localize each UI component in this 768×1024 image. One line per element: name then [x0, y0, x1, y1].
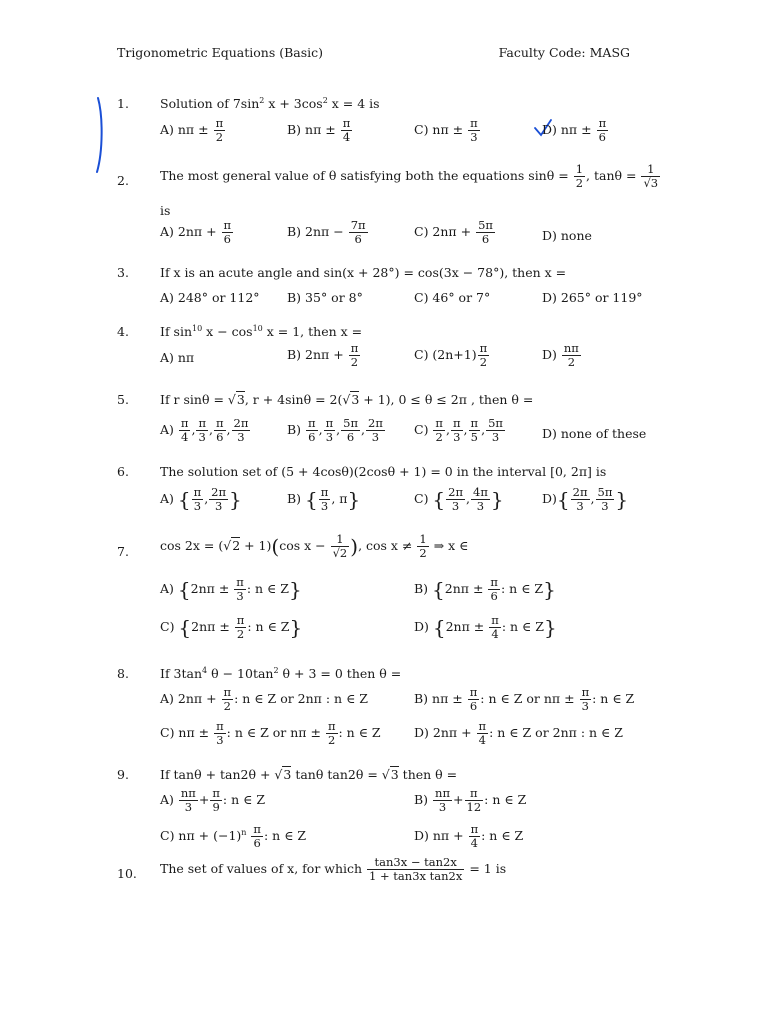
- q9-option-b[interactable]: B) $\frac{n\pi}{3}$ + $\frac{\pi}{12}$ : n ∈ Z: [414, 786, 527, 814]
- question-text: The solution set of (5 + 4cosθ)(2cosθ + 1) = 0 in the interval [0, 2π] is: [160, 464, 607, 479]
- q1-option-d[interactable]: D) nπ ± $\frac{\pi}{6}$: [542, 116, 607, 144]
- question-text: cos 2x = (√2 + 1)(cos x − $\frac{1}{√2}$ ), cos x ≠ $\frac{1}{2}$ ⇒ x ∈: [160, 532, 469, 560]
- q6-option-a[interactable]: A) { $\frac{\pi}{3}$ , $\frac{2\pi}{3}$ }: [160, 485, 242, 513]
- q5-option-d[interactable]: D) none of these: [542, 426, 647, 441]
- q7-option-c[interactable]: C) {2nπ ± $\frac{\pi}{2}$ : n ∈ Z}: [160, 613, 303, 641]
- question-number: 2.: [117, 173, 129, 188]
- question-number: 10.: [117, 866, 137, 881]
- question-number: 3.: [117, 265, 129, 280]
- q9-option-d[interactable]: D) nπ + $\frac{\pi}{4}$ : n ∈ Z: [414, 822, 524, 850]
- worksheet-title: Trigonometric Equations (Basic): [117, 45, 324, 60]
- question-number: 6.: [117, 464, 129, 479]
- question-text: If $3\tan^4$ $\theta - 10\tan^2$ θ + 3 = 0 then θ =: [160, 665, 402, 681]
- q5-option-a[interactable]: A) $\frac{\pi}{4}$ , $\frac{\pi}{3}$ , $\frac{\pi}{6}$ , $\frac{2\pi}{3}$: [160, 416, 249, 444]
- question-text: If $\sin^{10} x - \cos^{10} x = 1$, then x =: [160, 323, 363, 339]
- q4-option-b[interactable]: B) 2nπ + $\frac{\pi}{2}$: [287, 341, 359, 369]
- q9-option-a[interactable]: A) $\frac{n\pi}{3}$ + $\frac{\pi}{9}$ : n ∈ Z: [160, 786, 266, 814]
- question-text: If x is an acute angle and sin(x + 28°) = cos(3x − 78°), then x =: [160, 265, 567, 280]
- question-number: 7.: [117, 544, 129, 559]
- q8-option-c[interactable]: C) nπ ± $\frac{\pi}{3}$ : n ∈ Z or nπ ± $\frac{\pi}{2}$ : n ∈ Z: [160, 719, 381, 747]
- q7-option-a[interactable]: A) {2nπ ± $\frac{\pi}{3}$ : n ∈ Z}: [160, 575, 302, 603]
- q9-option-c[interactable]: C) $n\pi + (-1)^n$ $\frac{\pi}{6}$ : n ∈ Z: [160, 822, 307, 850]
- q4-option-a[interactable]: A) nπ: [160, 350, 195, 365]
- question-text: The most general value of θ satisfying both the equations sinθ = $\frac{1}{2}$ , tanθ = $\frac{1}{√3}$: [160, 162, 659, 190]
- q3-option-a[interactable]: A) 248° or 112°: [160, 290, 260, 305]
- q7-option-d[interactable]: D) {2nπ ± $\frac{\pi}{4}$ : n ∈ Z}: [414, 613, 557, 641]
- faculty-code: Faculty Code: MASG: [498, 45, 630, 60]
- question-number: 5.: [117, 392, 129, 407]
- question-number: 9.: [117, 767, 129, 782]
- q1-option-b[interactable]: B) nπ ± $\frac{\pi}{4}$: [287, 116, 351, 144]
- q5-option-b[interactable]: B) $\frac{\pi}{6}$ , $\frac{\pi}{3}$ , $\frac{5\pi}{6}$ , $\frac{2\pi}{3}$: [287, 416, 383, 444]
- question-text: The set of values of x, for which $\frac{\tan 3x - \tan 2x}{\text{1 + tan3x tan2x}}$ = 1 is: [160, 855, 507, 883]
- q8-option-a[interactable]: A) 2nπ + $\frac{\pi}{2}$ : n ∈ Z or 2nπ : n ∈ Z: [160, 685, 368, 713]
- q3-option-d[interactable]: D) 265° or 119°: [542, 290, 643, 305]
- q3-option-c[interactable]: C) 46° or 7°: [414, 290, 491, 305]
- q6-option-c[interactable]: C) { $\frac{2\pi}{3}$ , $\frac{4\pi}{3}$ }: [414, 485, 504, 513]
- q1-option-a[interactable]: A) nπ ± $\frac{\pi}{2}$: [160, 116, 224, 144]
- q6-option-b[interactable]: B) { $\frac{\pi}{3}$ , π}: [287, 485, 361, 513]
- q2-option-a[interactable]: A) 2nπ + $\frac{\pi}{6}$: [160, 218, 232, 246]
- pen-bracket-icon: [95, 96, 107, 174]
- q8-option-b[interactable]: B) nπ ± $\frac{\pi}{6}$ : n ∈ Z or nπ ± $\frac{\pi}{3}$ : n ∈ Z: [414, 685, 635, 713]
- q2-option-c[interactable]: C) 2nπ + $\frac{5\pi}{6}$: [414, 218, 493, 246]
- q3-option-b[interactable]: B) 35° or 8°: [287, 290, 363, 305]
- question-number: 4.: [117, 324, 129, 339]
- q5-option-c[interactable]: C) $\frac{\pi}{2}$ , $\frac{\pi}{3}$ , $\frac{\pi}{5}$ , $\frac{5\pi}{3}$: [414, 416, 503, 444]
- q6-option-d[interactable]: D){ $\frac{2\pi}{3}$ , $\frac{5\pi}{3}$ }: [542, 485, 629, 513]
- q2-option-b[interactable]: B) 2nπ − $\frac{7\pi}{6}$: [287, 218, 366, 246]
- question-text: Solution of $7\sin^2$ $x + 3\cos^2$ x = 4 is: [160, 95, 380, 111]
- q7-option-b[interactable]: B) {2nπ ± $\frac{\pi}{6}$ : n ∈ Z}: [414, 575, 556, 603]
- q4-option-d[interactable]: D) $\frac{n\pi}{2}$: [542, 341, 579, 369]
- question-text: If r sinθ = √3, r + 4sinθ = 2(√3 + 1), 0 ≤ θ ≤ 2π , then θ =: [160, 392, 534, 407]
- q8-option-d[interactable]: D) 2nπ + $\frac{\pi}{4}$ : n ∈ Z or 2nπ : n ∈ Z: [414, 719, 623, 747]
- question-number: 1.: [117, 96, 129, 111]
- page-header: [117, 45, 630, 61]
- q4-option-c[interactable]: C) (2n+1) $\frac{\pi}{2}$: [414, 341, 488, 369]
- question-text: If tanθ + tan2θ + √3 tanθ tan2θ = √3 then θ =: [160, 767, 458, 782]
- question-number: 8.: [117, 666, 129, 681]
- q2-option-d[interactable]: D) none: [542, 228, 592, 243]
- question-2-continued: is: [160, 203, 171, 218]
- q1-option-c[interactable]: C) nπ ± $\frac{\pi}{3}$: [414, 116, 478, 144]
